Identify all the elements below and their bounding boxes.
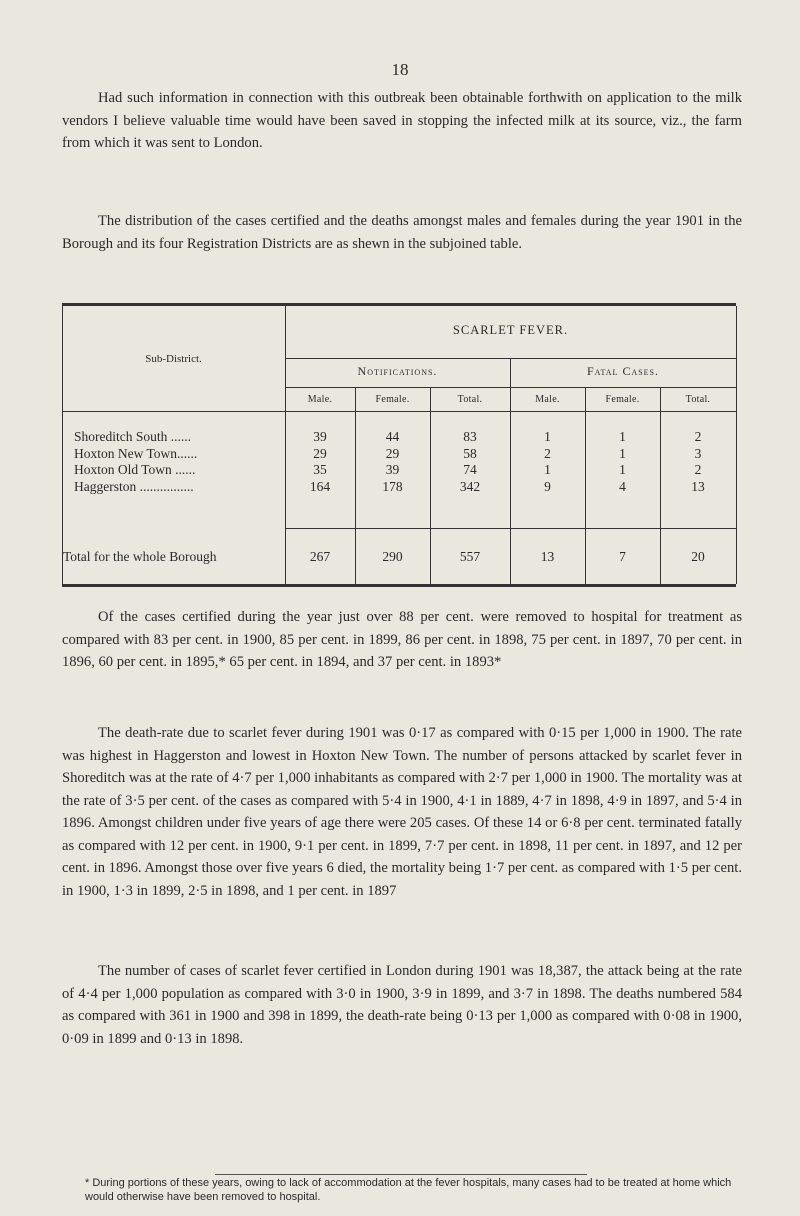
table-row-name: Haggerston ................ (74, 478, 194, 494)
table-cell: 29 (313, 445, 327, 461)
table-cell: 39 (313, 429, 327, 444)
page-number: 18 (391, 60, 409, 79)
paragraph-hospital-removals: Of the cases certified during the year just over 88 per cent. were removed to hospital for treatment as compared with 83 per cent. in 1900, 85 per cent. in 1899, 86 per cent. in 1898, 75 per cent. in 1897, 70 per cent. in 1896, 60 per cent. in 1895,* 65 per cent. in 1894, and 37 per cent. in 1893* (62, 609, 742, 670)
table-cell: 74 (463, 462, 477, 477)
table-row-name: Hoxton New Town...... (74, 445, 198, 461)
table-cell: 35 (313, 462, 327, 477)
total-fatal-total: 20 (691, 549, 705, 564)
total-fatal-female: 7 (619, 549, 626, 564)
district-names (74, 429, 284, 495)
col-fatal-female (585, 429, 660, 495)
table-cell: 44 (385, 429, 400, 444)
notifications-header: Notifications. (357, 364, 438, 378)
total-notif-total: 557 (459, 549, 481, 564)
total-notif-male: 267 (309, 549, 331, 564)
table-bottom-rule (62, 584, 736, 587)
table-cell: 83 (463, 429, 477, 444)
col-fatal-total (660, 429, 736, 495)
col-header-notif-total: Total. (457, 394, 483, 405)
paragraph-table-intro: The distribution of the cases certified and the deaths amongst males and females during the year 1901 in the Borough and its four Registration Districts are as shewn in the subjoined table. (62, 213, 742, 252)
table-cell: 58 (463, 445, 477, 461)
table-cell: 1 (619, 445, 626, 461)
fatal-cases-header: Fatal Cases. (586, 364, 660, 378)
table-cell: 1 (619, 462, 626, 477)
paragraph-london-cases: The number of cases of scarlet fever certified in London during 1901 was 18,387, the attack being at the rate of 4·4 per 1,000 population as compared with 3·0 in 1900, 3·9 in 1899, and 3·7 in 1898. The deaths numbered 584 as compared with 361 in 1900 and 398 in 1899, the death-rate being 0·13 per 1,000 as compared with 0·08 in 1900, 0·09 in 1899 and 0·13 in 1898. (62, 963, 742, 1047)
col-header-notif-female: Female. (375, 394, 410, 405)
col-notif-male (285, 429, 355, 495)
table-cell: 1 (619, 429, 626, 444)
table-cell: 3 (694, 445, 702, 461)
table-top-rule (62, 303, 736, 306)
table-cell: 2 (544, 445, 551, 461)
table-cell: 29 (385, 445, 400, 461)
col-header-fatal-total: Total. (685, 394, 711, 405)
total-fatal-male: 13 (540, 549, 555, 564)
footnote-rule (215, 1174, 587, 1175)
col-notif-female (355, 429, 430, 495)
table-cell: 39 (385, 462, 400, 477)
paragraph-milk-vendors: Had such information in connection with this outbreak been obtainable forthwith on application to the milk vendors I believe valuable time would have been saved in stopping the infected milk at its source, viz., the farm from which it was sent to London. (62, 90, 742, 151)
scarlet-fever-table (62, 303, 738, 587)
table-cell: 9 (544, 478, 551, 494)
stub-header: Sub-District. (145, 353, 202, 365)
table-cell: 13 (691, 478, 705, 494)
table-cell: 342 (459, 478, 481, 494)
table-row-name: Hoxton Old Town ...... (74, 462, 196, 477)
table-cell: 164 (309, 478, 331, 494)
table-cell: 1 (544, 462, 551, 477)
col-header-fatal-female: Female. (605, 394, 640, 405)
table-cell: 1 (544, 429, 551, 444)
table-main-header: SCARLET FEVER. (452, 323, 569, 337)
total-notif-female: 290 (382, 549, 403, 564)
table-cell: 2 (694, 462, 702, 477)
table-row-name: Shoreditch South ...... (74, 429, 191, 444)
col-header-fatal-male: Male. (535, 394, 560, 405)
footnote: * During portions of these years, owing to lack of accommodation at the fever hospitals, many cases had to be treated at home which would otherwise have been removed to hospital. (85, 1177, 732, 1203)
table-cell: 178 (382, 478, 403, 494)
col-fatal-male (510, 429, 585, 495)
table-cell: 4 (619, 478, 626, 494)
col-notif-total (430, 429, 510, 495)
total-row-label: Total for the whole Borough (63, 549, 217, 564)
table-cell: 2 (694, 429, 702, 444)
paragraph-death-rate: The death-rate due to scarlet fever during 1901 was 0·17 as compared with 0·15 per 1,000 in 1900. The rate was highest in Haggerston and lowest in Hoxton New Town. The number of persons attacked by scarlet fever in Shoreditch was at the rate of 4·7 per 1,000 inhabitants as compared with 2·7 per 1,000 in 1900. The mortality was at the rate of 3·5 per cent. of the cases as compared with 5·4 in 1900, 4·1 in 1889, 4·7 in 1898, 4·9 in 1897, and 5·4 in 1896. Amongst children under five years of age there were 205 cases. Of these 14 or 6·8 per cent. terminated fatally as compared with 12 per cent. in 1900, 9·1 per cent. in 1899, 7·7 per cent. in 1898, 11 per cent. in 1897, and 12 per cent. in 1896. Amongst those over five years 6 died, the mortality being 1·7 per cent. as compared with 1·5 per cent. in 1900, 1·3 in 1899, 2·5 in 1898, and 1 per cent. in 1897 (62, 725, 742, 899)
col-header-notif-male: Male. (307, 394, 333, 405)
